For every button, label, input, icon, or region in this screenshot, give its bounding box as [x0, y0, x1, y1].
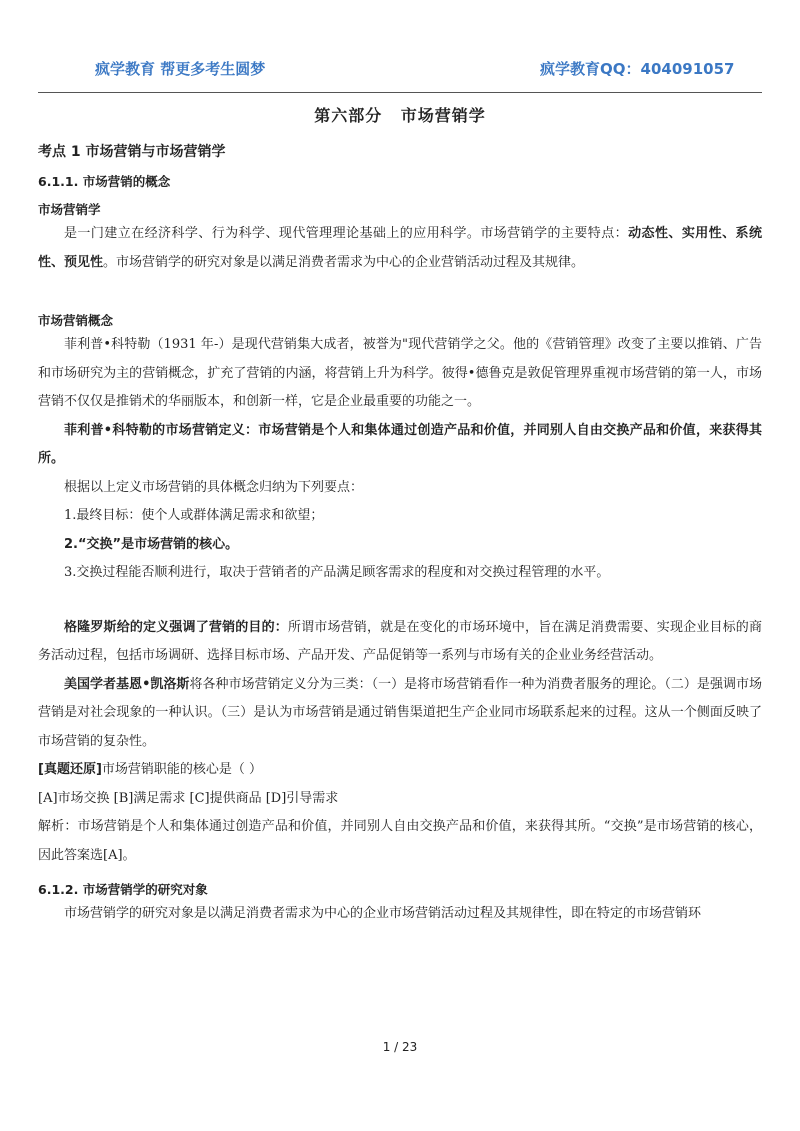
- question-analysis: 解析：市场营销是个人和集体通过创造产品和价值，并同别人自由交换产品和价值，来获得其所。“交换”是市场营销的核心，因此答案选[A]。: [38, 819, 762, 863]
- subsection-heading-2: 6.1.2. 市场营销学的研究对象: [38, 882, 208, 897]
- question: [38, 756, 762, 785]
- p5-text: 所谓市场营销，就是在变化的市场环境中，旨在满足消费需要、实现企业目标的商务活动过程，包括市场调研、选择目标市场、产品开发、产品促销等一系列与市场有关的企业业务经营活动。: [38, 619, 762, 663]
- page-content: [38, 100, 762, 929]
- paragraph-7: 市场营销学的研究对象是以满足消费者需求为中心的企业市场营销活动过程及其规律性，即在特定的市场营销环: [64, 906, 702, 921]
- p6-bold: 美国学者基恩•凯洛斯: [64, 676, 190, 692]
- page-number: 1 / 23: [382, 1040, 418, 1054]
- heading-marketing-science: 市场营销学: [38, 202, 101, 217]
- heading-concept: 市场营销概念: [38, 313, 114, 328]
- p1-bold: 动态性、实用性、系统性、预见性: [38, 226, 762, 270]
- p1-text-a: 是一门建立在经济科学、行为科学、现代管理理论基础上的应用科学。市场营销学的主要特点：: [64, 226, 629, 241]
- header-left-slogan: 疯学教育 帮更多考生圆梦: [95, 60, 266, 78]
- list-item-2-bold: 2.“交换”是市场营销的核心。: [64, 536, 239, 552]
- list-item-2: [38, 531, 762, 560]
- header-right-contact: 疯学教育QQ：404091057: [540, 60, 735, 78]
- question-text: 市场营销职能的核心是（ ）: [101, 762, 263, 777]
- paragraph-5: [38, 614, 762, 671]
- p3-bold: 菲利普•科特勒的市场营销定义：市场营销是个人和集体通过创造产品和价值，并同别人自由交换产品和价值，来获得其所。: [38, 422, 762, 466]
- list-item-3: 3.交换过程能否顺利进行，取决于营销者的产品满足顾客需求的程度和对交换过程管理的水平。: [64, 565, 610, 580]
- paragraph-2: 菲利普•科特勒（1931 年-）是现代营销集大成者，被誉为"现代营销学之父。他的《营销管理》改变了主要以推销、广告和市场研究为主的营销概念，扩充了营销的内涵，将营销上升为科学。彼得•德鲁克是敦促管理界重视市场营销的第一人，市场营销不仅仅是推销术的华丽版本，和创新一样，它是企业最重要的功能之一。: [38, 337, 762, 409]
- header-divider: [38, 92, 762, 93]
- paragraph-4: 根据以上定义市场营销的具体概念归纳为下列要点：: [64, 479, 364, 495]
- question-options: [A]市场交换 [B]满足需求 [C]提供商品 [D]引导需求: [38, 790, 339, 806]
- section-heading: 考点 1 市场营销与市场营销学: [38, 144, 226, 160]
- title-name: 市场营销学: [400, 106, 486, 125]
- page-title: [38, 104, 762, 128]
- paragraph-3: [38, 417, 762, 474]
- p6-text: 将各种市场营销定义分为三类：（一）是将市场营销看作一种为消费者服务的理论。（二）是强调市场营销是对社会现象的一种认识。（三）是认为市场营销是通过销售渠道把生产企业同市场联系起来的过程。这从一个侧面反映了市场营销的复杂性。: [38, 676, 762, 749]
- p5-bold: 格隆罗斯给的定义强调了营销的目的：: [64, 619, 288, 635]
- paragraph-1: [38, 220, 762, 277]
- paragraph-6: [38, 671, 762, 757]
- subsection-heading-1: 6.1.1. 市场营销的概念: [38, 174, 171, 189]
- p1-text-c: 。市场营销学的研究对象是以满足消费者需求为中心的企业营销活动过程及其规律。: [103, 254, 585, 270]
- title-part: 第六部分: [314, 106, 383, 125]
- question-tag: [真题还原]: [38, 762, 102, 777]
- list-item-1: 1.最终目标：使个人或群体满足需求和欲望；: [64, 508, 324, 523]
